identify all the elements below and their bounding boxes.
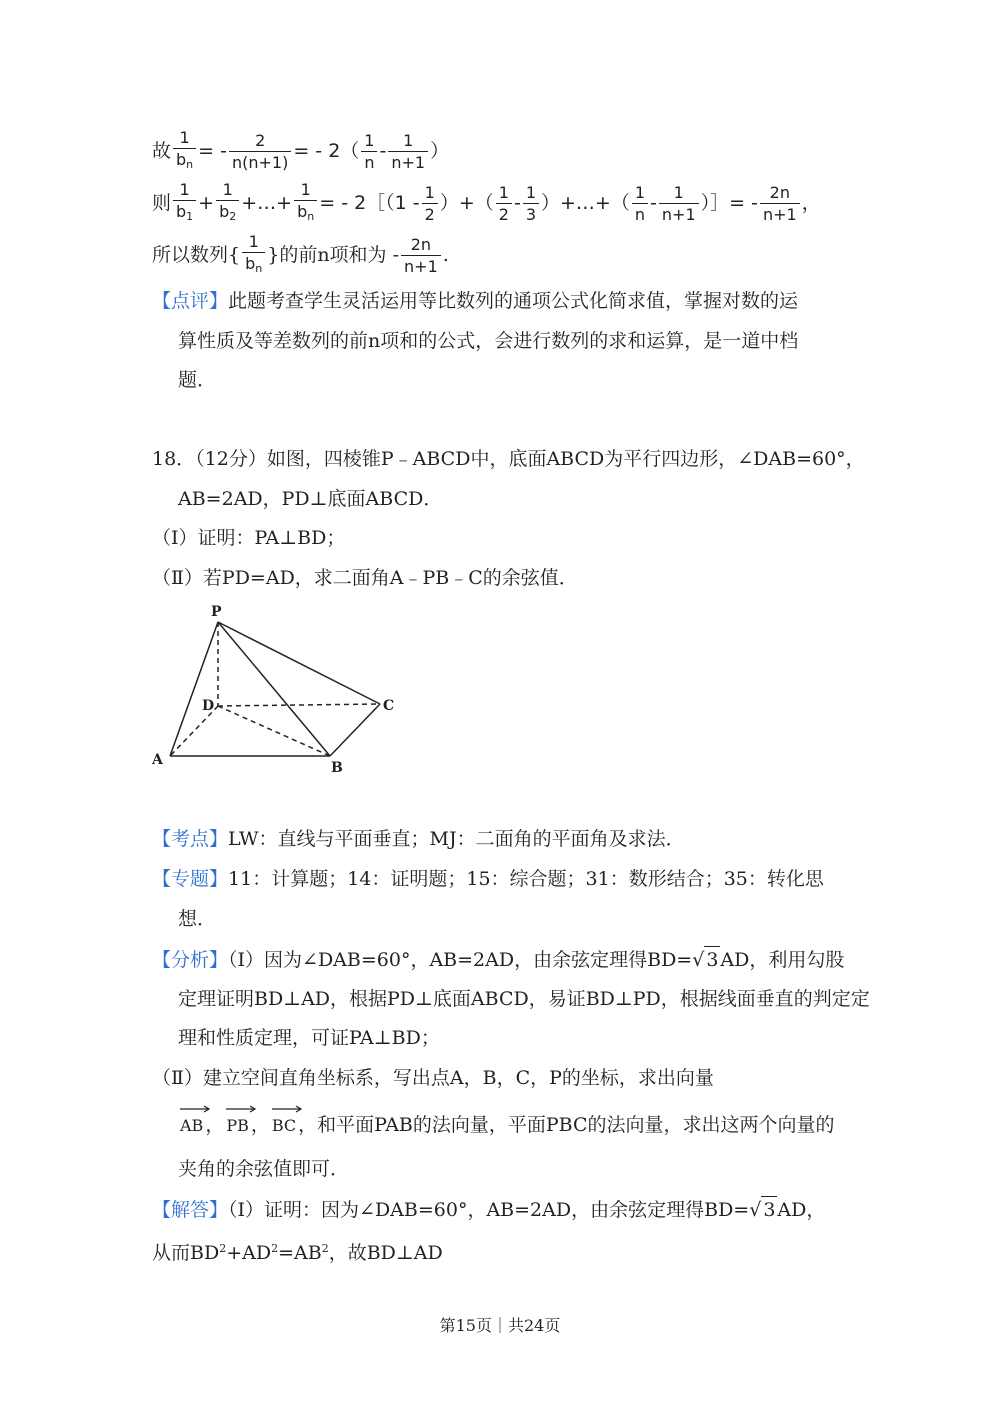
fraction: $\frac{1}{n}$ (361, 131, 377, 174)
fenxi-line-4: （Ⅱ）建立空间直角坐标系，写出点A，B，C，P的坐标，求出向量 (152, 1067, 714, 1089)
edge-PC (218, 622, 380, 704)
edge-BC (330, 704, 380, 756)
formula-line-1: 故 $\frac{1}{b_n}$ = - $\frac{2}{n(n+1)}$ = - 2（ $\frac{1}{n}$ - $\frac{1}{n+1}$ ） (152, 128, 449, 176)
fenxi-line-5: AB ， PB ， BC ，和平面PAB的法向量，平面PBC的法向量，求出这两个向量的 (178, 1105, 835, 1139)
edge-DB-hidden (218, 706, 330, 756)
fraction: $\frac{1}{n+1}$ (388, 131, 428, 174)
fraction: $\frac{2n}{n+1}$ (760, 183, 800, 226)
fraction: $\frac{1}{2}$ (422, 183, 438, 226)
problem-line-2: AB=2AD，PD⊥底面ABCD． (178, 488, 443, 510)
label-B: B (331, 760, 343, 776)
fraction: $\frac{1}{b_2}$ (216, 180, 239, 228)
fenxi-tag: 【分析】 (152, 949, 229, 971)
fraction: $\frac{1}{2}$ (496, 183, 512, 226)
fraction: $\frac{1}{n}$ (632, 183, 648, 226)
kaodian-line: 【考点】LW：直线与平面垂直；MJ：二面角的平面角及求法． (152, 828, 685, 850)
fraction: $\frac{2}{n(n+1)}$ (229, 131, 291, 174)
review-line-2: 算性质及等差数列的前n项和的公式，会进行数列的求和运算，是一道中档 (178, 330, 799, 352)
zhuanti-tag: 【专题】 (152, 868, 229, 890)
fraction: $\frac{2n}{n+1}$ (401, 235, 441, 278)
edge-PB (218, 622, 330, 756)
fenxi-line-1: 【分析】（Ⅰ）因为∠DAB=60°，AB=2AD，由余弦定理得BD=√ 3 AD，利用勾股 (152, 946, 844, 973)
page-footer: 第15页｜共24页 (439, 1316, 561, 1335)
problem-line-1: 18．（12分）如图，四棱锥P﹣ABCD中，底面ABCD为平行四边形，∠DAB=60°， (152, 448, 865, 470)
problem-part-2: （Ⅱ）若PD=AD，求二面角A﹣PB﹣C的余弦值． (152, 567, 578, 589)
label-C: C (383, 698, 395, 714)
sqrt-expression: 3 (704, 946, 720, 973)
label-P: P (211, 604, 222, 620)
vector-PB: PB (226, 1105, 249, 1139)
fraction: $\frac{1}{n+1}$ (659, 183, 699, 226)
formula-line-2: 则 $\frac{1}{b_1}$ + $\frac{1}{b_2}$ +…+ $\frac{1}{b_n}$ = - 2［（1 - $\frac{1}{2}$ ）+（ $\frac{1}{2}$ - $\frac{1}{3}$ ）+…+（ $\frac{1}{n}$ - $\frac{1}{n+1}$ ）］= - $\frac{2n}{n+1}$ ， (152, 180, 821, 228)
vector-AB: AB (180, 1105, 203, 1139)
label-A: A (152, 752, 163, 768)
fraction: $\frac{1}{3}$ (523, 183, 539, 226)
fraction: $\frac{1}{b_n}$ (242, 232, 265, 280)
review-line-3: 题． (178, 369, 217, 391)
zhuanti-line-1: 【专题】11：计算题；14：证明题；15：综合题；31：数形结合；35：转化思 (152, 868, 824, 890)
fenxi-line-3: 理和性质定理，可证PA⊥BD； (178, 1027, 440, 1049)
label-D: D (202, 698, 215, 714)
review-tag: 【点评】 (152, 290, 229, 312)
edge-PA (170, 622, 218, 756)
sqrt-expression: 3 (761, 1196, 777, 1223)
review-line-1: 【点评】此题考查学生灵活运用等比数列的通项公式化简求值，掌握对数的运 (152, 290, 799, 312)
formula-line-3: 所以数列{ $\frac{1}{b_n}$ }的前n项和为 - $\frac{2n}{n+1}$ . (152, 232, 449, 280)
jieda-line-2: 从而$BD^2+AD^2=AB^2$，故BD⊥AD (152, 1242, 443, 1264)
fraction: $\frac{1}{b_n}$ (173, 128, 196, 176)
jieda-line-1: 【解答】（Ⅰ）证明：因为∠DAB=60°，AB=2AD，由余弦定理得BD=√ 3 AD， (152, 1196, 825, 1223)
fenxi-line-6: 夹角的余弦值即可． (178, 1158, 350, 1180)
jieda-tag: 【解答】 (152, 1199, 229, 1221)
problem-part-1: （Ⅰ）证明：PA⊥BD； (152, 527, 346, 549)
vector-BC: BC (272, 1105, 296, 1139)
zhuanti-line-2: 想． (178, 908, 217, 930)
formula-text: 故 (152, 140, 172, 162)
fenxi-line-2: 定理证明BD⊥AD，根据PD⊥底面ABCD，易证BD⊥PD，根据线面垂直的判定定 (178, 988, 870, 1010)
fraction: $\frac{1}{b_n}$ (294, 180, 317, 228)
edge-DC-hidden (218, 704, 380, 706)
pyramid-figure (148, 600, 408, 780)
fraction: $\frac{1}{b_1}$ (173, 180, 196, 228)
kaodian-tag: 【考点】 (152, 828, 229, 850)
